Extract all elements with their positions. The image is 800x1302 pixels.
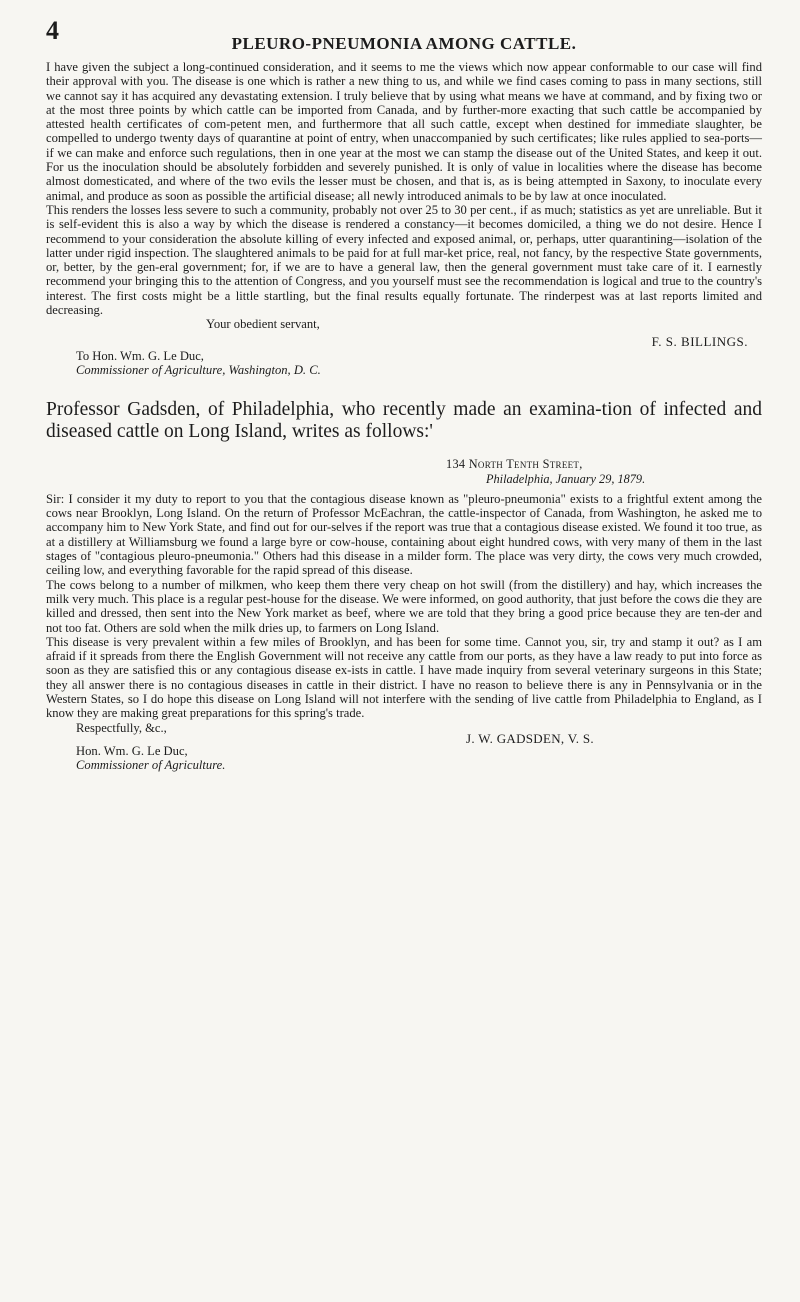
letter2-addressee: Hon. Wm. G. Le Duc,	[76, 743, 188, 758]
letter1-paragraph-2: This renders the losses less severe to such a community, probably not over 25 to 30 per cent., if as much; statistics as yet are unreliable. But it is self-evident this is also a way by which the disease is rendered a constancy—it becomes domiciled, a thing we do not desire. Hence I recommend to your consideration the absolute killing of every infected and exposed animal, or, perhaps, utter quarantining—isolation of the latter under rigid inspection. The slaughtered animals to be paid for at full mar-ket price, real, not fancy, by the respective State governments, or, better, by the gen-eral government; for, if we are to have a general law, then the general government must take care of it. I earnestly recommend your bringing this to the attention of Congress, and you yourself must see the recommendation is logical and true to the country's interest. The first costs might be a little startling, but the final results equally fortunate. The rinderpest was at last reports limited and decreasing.	[46, 202, 762, 318]
document-page	[46, 18, 762, 772]
page-header	[46, 18, 762, 60]
letter2-closing: Respectfully, &c.,	[76, 720, 167, 735]
section-intro: Professor Gadsden, of Philadelphia, who recently made an examina-tion of infected and diseased cattle on Long Island, writes as follows:'	[46, 399, 762, 443]
letter2-paragraph-1: Sir: I consider it my duty to report to you that the contagious disease known as "pleuro-pneumonia" exists to a frightful extent among the cows near Brooklyn, Long Island. On the return of Professor McEachran, the cattle-inspector of Canada, from Washington, he asked me to accompany him to New York State, and find out for our-selves if the report was true that a contagious disease existed. We found it too true, as at a distillery at Williamsburg we found a large byre or cow-house, containing about eight hundred cows, with very many of them in the last stages of "contagious pleuro-pneumonia." Others had this disease in a milder form. The place was very dirty, the cows very much crowded, ceiling low, and everything favorable for the rapid spread of this disease.	[46, 491, 762, 578]
letter2-address: 134 North Tenth Street,	[446, 457, 583, 472]
letter1-paragraph-1: I have given the subject a long-continued consideration, and it seems to me the views which now appear conformable to our case will find their approval with you. The disease is one which is rather a new thing to us, and while we find cases coming to pass in many sections, still we cannot say it has acquired any devastating extension. I truly believe that by using what means we have at command, and by fixing two or at the most three points by which cattle can be imported from Canada, and by further-more exacting that such cattle be accompanied by attested health certificates of com-petent men, and furthermore that all such cattle, except when destined for immediate slaughter, be compelled to undergo twenty days of quarantine at point of entry, when unaccompanied by such certificates; like rules applied to sea-ports—if we can make and enforce such regulations, then in one year at the most we can stamp the disease out of the United States, and keep it out. For us the inoculation should be absolutely forbidden and severely punished. It is only of value in localities where the disease has become almost domesticated, and where of the two evils the lesser must be chosen, and that is, as is being attempted in Saxony, to inoculate every animal, and produce as soon as possible the artificial disease; all newly introduced animals to be by law at once inoculated.	[46, 60, 762, 203]
letter2-date: Philadelphia, January 29, 1879.	[486, 471, 646, 486]
letter2-addressee-title: Commissioner of Agriculture.	[76, 758, 226, 773]
running-head: PLEURO-PNEUMONIA AMONG CATTLE.	[231, 34, 577, 53]
letter1-closing: Your obedient servant,	[206, 317, 320, 332]
page-number: 4	[46, 16, 59, 45]
letter2-paragraph-2: The cows belong to a number of milkmen, who keep them there very cheap on hot swill (from the distillery) and hay, which increases the milk very much. This place is a regular pest-house for the disease. We were informed, on good authority, that just before the cows die they are killed and dressed, then sent into the New York market as beef, where we are told that they bring a good price because they are ten-der and not too fat. Others are sold when the milk dries up, to farmers on Long Island.	[46, 577, 762, 635]
letter2-signature: J. W. GADSDEN, V. S.	[466, 730, 594, 746]
letter1-addressee-title: Commissioner of Agriculture, Washington, D. C.	[76, 362, 321, 377]
letter1-addressee: To Hon. Wm. G. Le Duc,	[76, 348, 204, 363]
letter1-signature: F. S. BILLINGS.	[651, 333, 748, 349]
letter2-paragraph-3: This disease is very prevalent within a few miles of Brooklyn, and has been for some time. Cannot you, sir, try and stamp it out? as I am afraid if it spreads from there the English Government will not receive any cattle from our ports, as they have a law ready to put into force as soon as they are satisfied this or any contagious disease ex-ists in cattle. I have made inquiry from several veterinary surgeons in this State; they all answer there is no contagious diseases in cattle in their district. I have no reason to believe there is any in Pennsylvania or in the Western States, so I do hope this disease on Long Island will not interfere with the sending of live cattle from Philadelphia to England, as I know they are making great preparations for this spring's trade.	[46, 634, 762, 721]
